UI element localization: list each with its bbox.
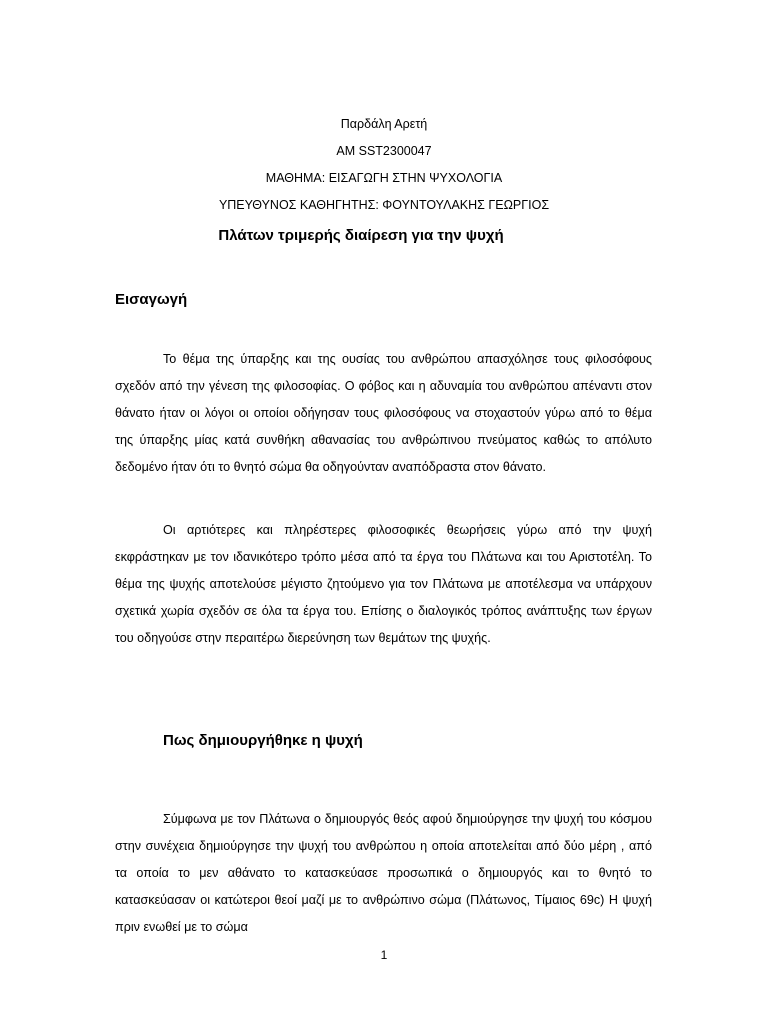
course-line: ΜΑΘΗΜΑ: ΕΙΣΑΓΩΓΗ ΣΤΗΝ ΨΥΧΟΛΟΓΙΑ (265, 171, 503, 185)
page-number: 1 (380, 948, 388, 962)
section-heading-soul-creation: Πως δημιουργήθηκε η ψυχή (163, 732, 363, 749)
instructor-line: ΥΠΕΥΘΥΝΟΣ ΚΑΘΗΓΗΤΗΣ: ΦΟΥΝΤΟΥΛΑΚΗΣ ΓΕΩΡΓΙΟΣ (218, 198, 550, 212)
paragraph-creation-1: Σύμφωνα με τον Πλάτωνα ο δημιουργός θεός αφού δημιούργησε την ψυχή του κόσμου στην συνέχεια δημιούργησε την ψυχή του ανθρώπου η οποία αποτελείται από δύο μέρη , από τα οποία το μεν αθάνατο το κατασκεύασε προσωπικά ο δημιουργός και το θνητό το κατασκεύασαν οι κατώτεροι θεοί μαζί με το ανθρώπινο σώμα (Πλάτωνος, Τίμαιος 69c) Η ψυχή πριν ενωθεί με το σώμα (115, 812, 652, 934)
paragraph-intro-1: Το θέμα της ύπαρξης και της ουσίας του ανθρώπου απασχόλησε τους φιλοσόφους σχεδόν από την γένεση της φιλοσοφίας. Ο φόβος και η αδυναμία του ανθρώπου απέναντι στον θάνατο ήταν οι λόγοι οι οποίοι οδήγησαν τους φιλοσόφους να στοχαστούν γύρω από το θέμα της ύπαρξης μίας κατά συνθήκη αθανασίας του ανθρώπινου πνεύματος καθώς το απόλυτο δεδομένο ήταν ότι το θνητό σώμα θα οδηγούνταν αναπόδραστα στον θάνατο. (115, 352, 652, 474)
author-name: Παρδάλη Αρετή (340, 117, 428, 131)
student-id: AM SST2300047 (336, 144, 432, 158)
section-heading-introduction: Εισαγωγή (115, 291, 188, 308)
paragraph-intro-2: Οι αρτιότερες και πληρέστερες φιλοσοφικές θεωρήσεις γύρω από την ψυχή εκφράστηκαν με τον ιδανικότερο τρόπο μέσα από τα έργα του Πλάτωνα και του Αριστοτέλη. Το θέμα της ψυχής αποτελούσε μέγιστο ζητούμενο για τον Πλάτωνα με αποτέλεσμα να υπάρχουν σχετικά χωρία σχεδόν σε όλα τα έργα του. Επίσης ο διαλογικός τρόπος ανάπτυξης των έργων του οδηγούσε στην περαιτέρω διερεύνηση των θεμάτων της ψυχής. (115, 523, 652, 645)
document-title: Πλάτων τριμερής διαίρεση για την ψυχή (218, 227, 504, 244)
